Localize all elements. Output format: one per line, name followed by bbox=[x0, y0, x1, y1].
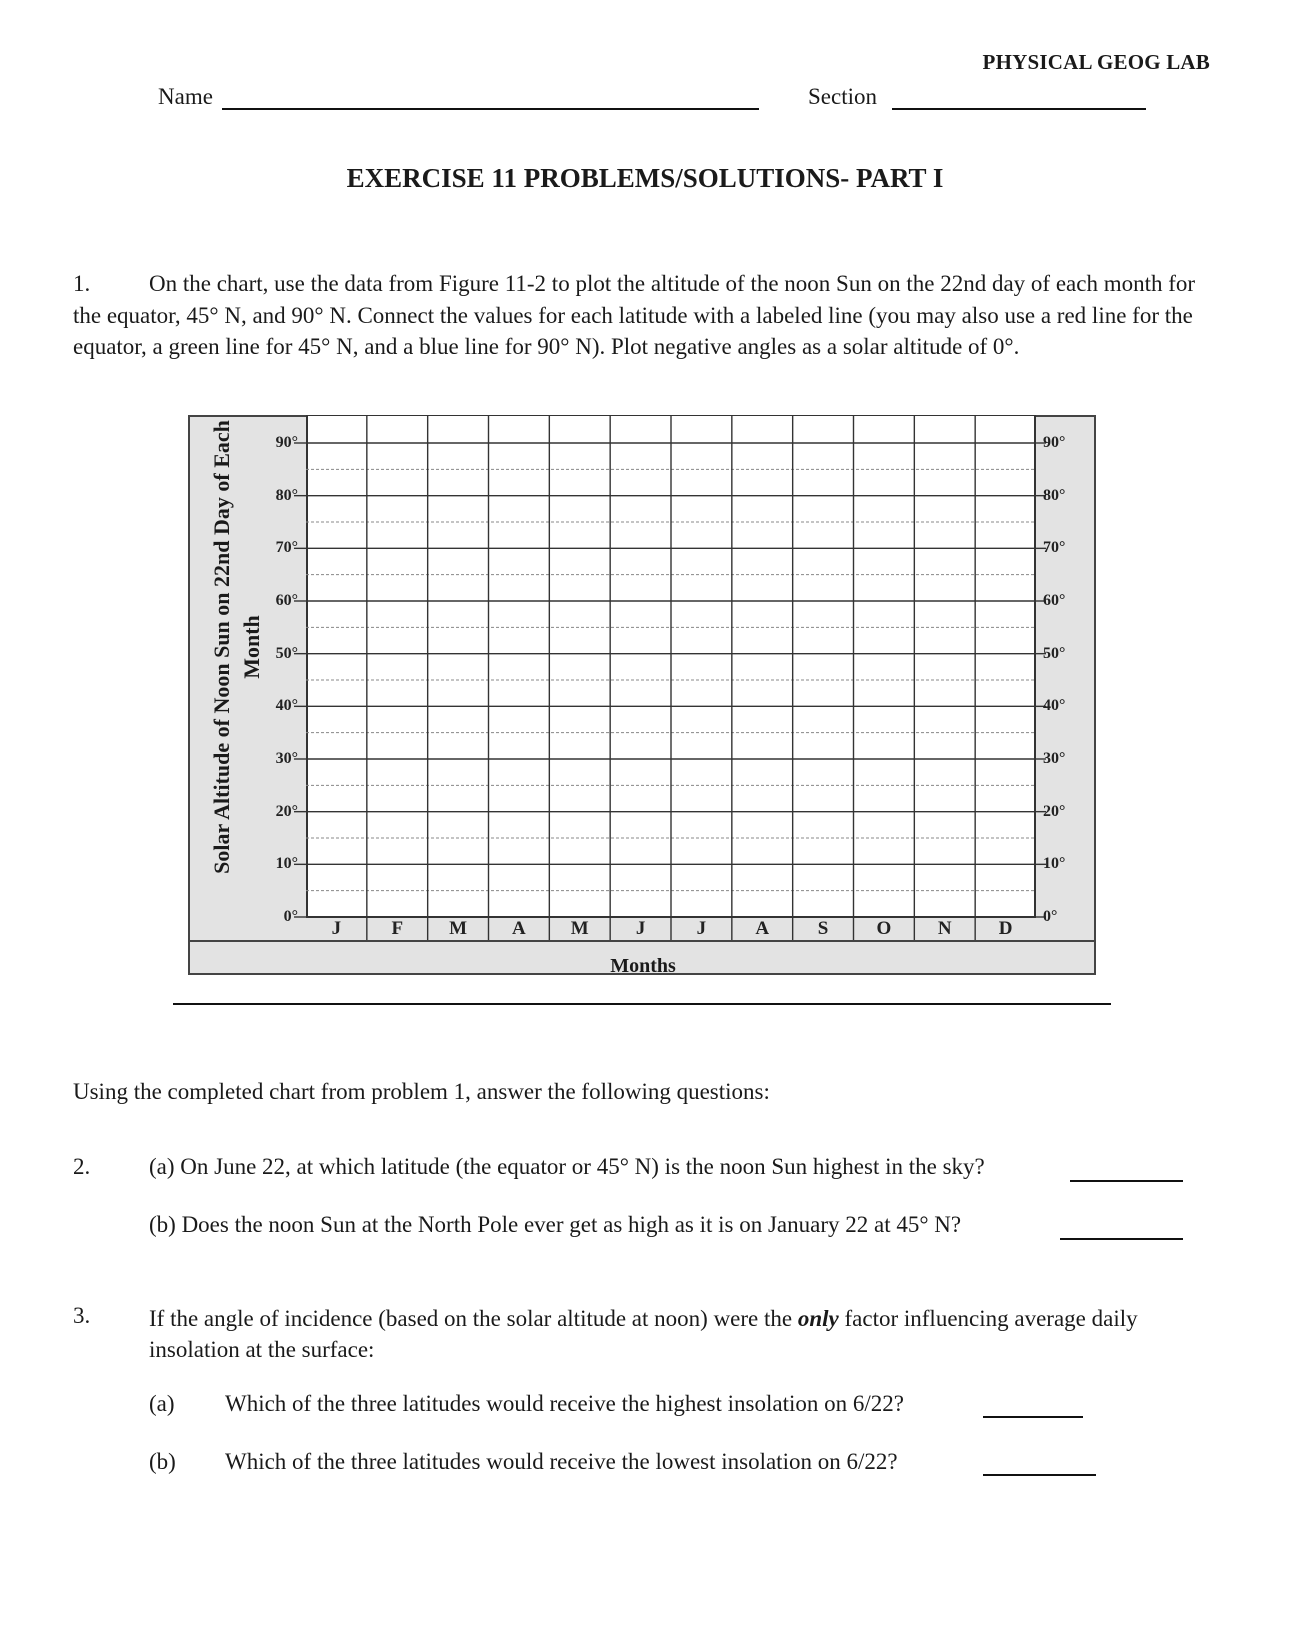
y-tick-label-right: 40° bbox=[1043, 697, 1066, 715]
section-label: Section bbox=[808, 84, 877, 109]
y-tick-label-right: 90° bbox=[1043, 434, 1066, 451]
answer-3b-field[interactable] bbox=[983, 1474, 1096, 1476]
question-3b-label: (b) bbox=[149, 1449, 176, 1474]
question-2a-text: (a) On June 22, at which latitude (the equator or 45° N) is the noon Sun highest in the sky? bbox=[149, 1154, 985, 1179]
month-label: O bbox=[876, 918, 892, 939]
y-tick-label-right: 60° bbox=[1043, 592, 1066, 609]
y-tick-label-left: 90° bbox=[275, 434, 298, 451]
month-label: F bbox=[391, 918, 404, 939]
month-label: J bbox=[635, 918, 646, 939]
question-3-text-before: If the angle of incidence (based on the solar altitude at noon) were the bbox=[149, 1306, 798, 1331]
y-tick-label-left: 0° bbox=[283, 908, 298, 925]
month-label: A bbox=[755, 918, 770, 939]
y-tick-label-left: 30° bbox=[275, 750, 298, 767]
y-tick-label-left: 10° bbox=[275, 855, 298, 873]
question-3-text-after: factor influencing average daily insolation at the surface: bbox=[149, 1306, 1138, 1362]
page-title: EXERCISE 11 PROBLEMS/SOLUTIONS- PART I bbox=[346, 163, 944, 193]
month-label: J bbox=[331, 918, 342, 939]
month-label: A bbox=[512, 918, 526, 939]
question-3b-text: Which of the three latitudes would receive the lowest insolation on 6/22? bbox=[225, 1449, 898, 1474]
x-axis-title: Months bbox=[610, 955, 676, 977]
question-3-number: 3. bbox=[73, 1303, 91, 1328]
question-3-text bbox=[149, 1303, 1229, 1365]
answer-2a-field[interactable] bbox=[1070, 1180, 1183, 1182]
month-label: S bbox=[817, 918, 829, 939]
y-tick-label-left: 50° bbox=[275, 644, 298, 662]
lab-header: PHYSICAL GEOG LAB bbox=[982, 50, 1210, 74]
question-3a-label: (a) bbox=[149, 1391, 175, 1416]
question-1-text: On the chart, use the data from Figure 11-2 to plot the altitude of the noon Sun on the 22nd day of each month for the equator, 45° N, and 90° N. Connect the values for each latitude with a labeled line (you may also use a red line for the equator, a green line for 45° N, and a blue line for 90° N). Plot negative angles as a solar altitude of 0°. bbox=[73, 271, 1196, 359]
section-field[interactable] bbox=[892, 108, 1146, 110]
question-1 bbox=[73, 268, 1223, 363]
questions-intro: Using the completed chart from problem 1, answer the following questions: bbox=[73, 1079, 770, 1104]
y-axis-title: Solar Altitude of Noon Sun on 22nd Day of Each Month bbox=[209, 420, 264, 874]
month-label: J bbox=[696, 918, 707, 939]
name-field[interactable] bbox=[222, 108, 759, 110]
y-tick-label-right: 20° bbox=[1043, 802, 1066, 820]
y-tick-label-left: 40° bbox=[275, 697, 298, 715]
month-label: M bbox=[570, 918, 589, 939]
chart-separator-line bbox=[173, 1003, 1111, 1005]
months-row-divider bbox=[188, 940, 1096, 942]
question-3-emphasis: only bbox=[797, 1306, 839, 1331]
y-tick-label-left: 80° bbox=[275, 486, 298, 504]
altitude-chart bbox=[188, 415, 1096, 975]
y-tick-label-right: 70° bbox=[1043, 539, 1066, 557]
month-label: M bbox=[449, 918, 468, 939]
month-label: N bbox=[937, 918, 952, 939]
month-label: D bbox=[998, 918, 1013, 939]
answer-2b-field[interactable] bbox=[1060, 1238, 1183, 1240]
y-tick-label-right: 50° bbox=[1043, 644, 1066, 662]
y-tick-label-left: 60° bbox=[275, 592, 298, 609]
y-tick-label-right: 30° bbox=[1043, 750, 1066, 767]
name-label: Name bbox=[158, 84, 213, 109]
y-tick-label-left: 70° bbox=[275, 539, 298, 557]
question-1-number: 1. bbox=[73, 271, 91, 296]
question-3a-text: Which of the three latitudes would receive the highest insolation on 6/22? bbox=[225, 1391, 904, 1416]
question-2b-text: (b) Does the noon Sun at the North Pole ever get as high as it is on January 22 at 45° N? bbox=[149, 1212, 962, 1237]
y-tick-label-right: 80° bbox=[1043, 486, 1066, 504]
y-tick-label-right: 10° bbox=[1043, 855, 1066, 873]
y-tick-label-right: 0° bbox=[1043, 908, 1058, 925]
question-2-number: 2. bbox=[73, 1154, 91, 1179]
y-tick-label-left: 20° bbox=[275, 802, 298, 820]
answer-3a-field[interactable] bbox=[983, 1416, 1083, 1418]
